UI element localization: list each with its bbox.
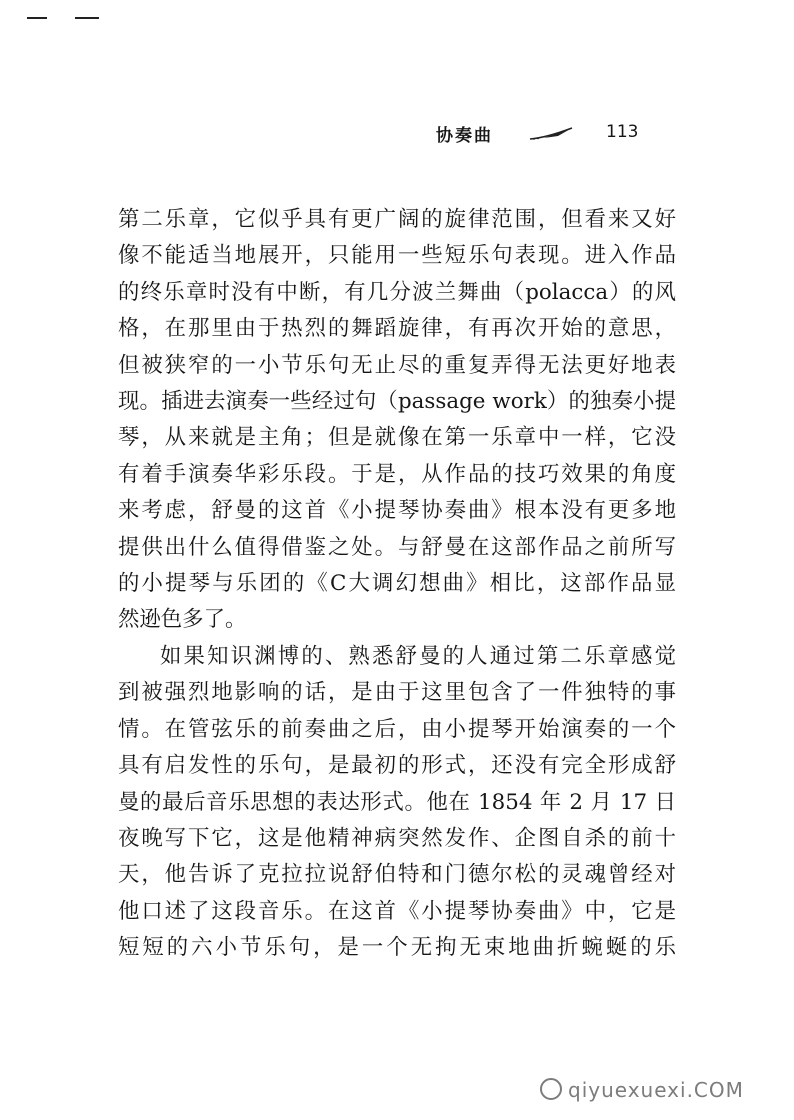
page-number: 113 <box>606 122 639 142</box>
paragraph-2 <box>118 639 676 967</box>
text-line: 情。在管弦乐的前奏曲之后，由小提琴开始演奏的一个 <box>118 716 676 742</box>
body-text <box>118 202 676 967</box>
text-line: 夜晚写下它，这是他精神病突然发作、企图自杀的前十 <box>118 825 676 851</box>
text-line: 然逊色多了。 <box>118 607 247 633</box>
watermark-text: qiyuexuexi.COM <box>568 1078 744 1102</box>
running-title: 协奏曲 <box>436 126 493 146</box>
quill-ornament-icon <box>528 127 574 141</box>
text-line: 他口述了这段音乐。在这首《小提琴协奏曲》中，它是 <box>118 898 676 924</box>
text-line: 但被狭窄的一小节乐句无止尽的重复弄得无法更好地表 <box>118 352 676 378</box>
text-line: 现。插进去演奏一些经过句（passage work）的独奏小提 <box>118 389 676 415</box>
text-line: 如果知识渊博的、熟悉舒曼的人通过第二乐章感觉 <box>160 643 676 669</box>
page-corner-marks <box>27 17 107 19</box>
corner-mark <box>75 17 99 19</box>
paragraph-1 <box>118 202 676 639</box>
text-line: 提供出什么值得借鉴之处。与舒曼在这部作品之前所写 <box>118 534 676 560</box>
text-line: 的终乐章时没有中断，有几分波兰舞曲（polacca）的风 <box>118 279 676 305</box>
text-line: 曼的最后音乐思想的表达形式。他在 1854 年 2 月 17 日 <box>118 789 676 815</box>
text-line: 像不能适当地展开，只能用一些短乐句表现。进入作品 <box>118 243 676 269</box>
text-line: 来考虑，舒曼的这首《小提琴协奏曲》根本没有更多地 <box>118 498 676 524</box>
corner-mark <box>27 17 47 19</box>
text-line: 具有启发性的乐句，是最初的形式，还没有完全形成舒 <box>118 753 676 779</box>
text-line: 短短的六小节乐句，是一个无拘无束地曲折蜿蜒的乐 <box>118 935 676 961</box>
text-line: 格，在那里由于热烈的舞蹈旋律，有再次开始的意思， <box>118 316 676 342</box>
text-line: 天，他告诉了克拉拉说舒伯特和门德尔松的灵魂曾经对 <box>118 862 676 888</box>
text-line: 到被强烈地影响的话，是由于这里包含了一件独特的事 <box>118 680 676 706</box>
watermark-logo-icon <box>540 1078 562 1100</box>
text-line: 有着手演奏华彩乐段。于是，从作品的技巧效果的角度 <box>118 461 676 487</box>
running-head <box>436 121 656 147</box>
text-line: 琴，从来就是主角；但是就像在第一乐章中一样，它没 <box>118 425 676 451</box>
text-line: 的小提琴与乐团的《C大调幻想曲》相比，这部作品显 <box>118 571 676 597</box>
text-line: 第二乐章，它似乎具有更广阔的旋律范围，但看来又好 <box>118 207 676 232</box>
watermark <box>540 1078 780 1108</box>
